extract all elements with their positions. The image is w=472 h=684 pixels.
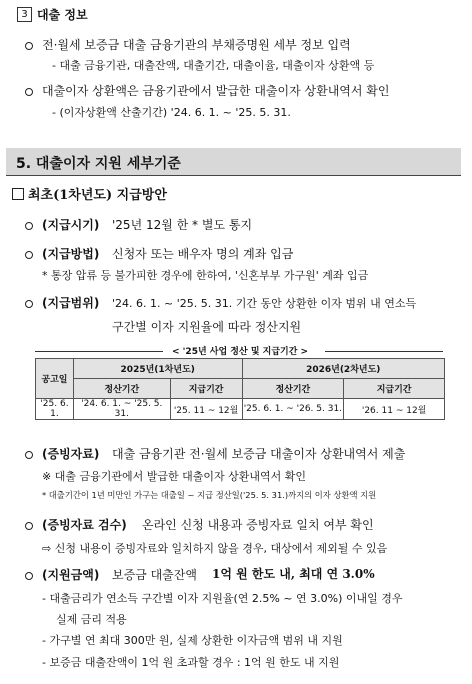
section-number-box: 3 xyxy=(17,7,32,22)
scope-label: (지급범위) xyxy=(42,296,100,310)
cell-notice-date: '25. 6. 1. xyxy=(36,399,74,420)
header-pay-period: 지급기간 xyxy=(170,379,242,399)
method-text: 신청자 또는 배우자 명의 계좌 입금 xyxy=(112,247,294,261)
bullet-circle xyxy=(25,88,33,96)
amount-sub2: - 가구별 연 최대 300만 원, 실제 상환한 이자금액 범위 내 지원 xyxy=(42,634,343,647)
review-label: (증빙자료 검수) xyxy=(42,518,127,532)
divider xyxy=(325,351,443,352)
payment-schedule-table xyxy=(35,358,445,420)
timing-text: '25년 12월 한 * 별도 통지 xyxy=(112,218,253,232)
loan-info-item2-sub: - (이자상환액 산출기간) '24. 6. 1. ~ '25. 5. 31. xyxy=(52,106,291,119)
section5-title: 5. 대출이자 지원 세부기준 xyxy=(16,156,181,172)
bullet-circle xyxy=(25,251,33,259)
table-row xyxy=(36,399,445,420)
amount-sub1a: - 대출금리가 연소득 구간별 이자 지원율(연 2.5% ~ 연 3.0%) 이내일 경우 xyxy=(42,592,403,605)
header-settle-period: 정산기간 xyxy=(73,379,170,399)
table-title-row xyxy=(35,344,443,358)
scope-text1: '24. 6. 1. ~ '25. 5. 31. 기간 동안 상환한 이자 범위 내 연소득 xyxy=(112,297,417,310)
amount-sub1b: 실제 금리 적용 xyxy=(56,613,127,626)
review-note: ⇨ 신청 내용이 증빙자료와 일치하지 않을 경우, 대상에서 제외될 수 있음 xyxy=(42,542,388,555)
method-note: * 통장 압류 등 불가피한 경우에 한하여, '신혼부부 가구원' 계좌 입금 xyxy=(42,269,369,282)
proof-label: (증빙자료) xyxy=(42,447,100,461)
amount-label: (지원금액) xyxy=(42,568,100,582)
bullet-circle xyxy=(25,42,33,50)
scope-text2: 구간별 이자 지원율에 따라 정산지원 xyxy=(112,320,302,334)
timing-label: (지급시기) xyxy=(42,218,100,232)
proof-text: 대출 금융기관 전·월세 보증금 대출이자 상환내역서 제출 xyxy=(112,447,406,461)
cell-y1-settle: '24. 6. 1. ~ '25. 5. 31. xyxy=(73,399,170,420)
header-year2: 2026년(2차년도) xyxy=(242,359,445,379)
table-title: < '25년 사업 정산 및 지급기간 > xyxy=(172,347,309,357)
divider xyxy=(35,351,163,352)
bullet-square xyxy=(12,188,24,200)
header-notice-date: 공고일 xyxy=(36,359,74,399)
amount-text-b: 1억 원 한도 내, 최대 연 3.0% xyxy=(212,567,375,581)
method-label: (지급방법) xyxy=(42,247,100,261)
loan-info-item1-sub: - 대출 금융기관, 대출잔액, 대출기간, 대출이율, 대출이자 상환액 등 xyxy=(52,59,375,72)
loan-info-item2: 대출이자 상환액은 금융기관에서 발급한 대출이자 상환내역서 확인 xyxy=(42,84,390,98)
proof-note1: ※ 대출 금융기관에서 발급한 대출이자 상환내역서 확인 xyxy=(42,470,306,483)
loan-info-title: 대출 정보 xyxy=(37,8,88,22)
bullet-circle xyxy=(25,451,33,459)
proof-note2: * 대출기간이 1년 미만인 가구는 대출일 ~ 지급 정산일('25. 5. 31.)까지의 이자 상환액 지원 xyxy=(42,490,377,500)
review-text: 온라인 신청 내용과 증빙자료 일치 여부 확인 xyxy=(142,518,374,532)
amount-text-a: 보증금 대출잔액 xyxy=(112,568,197,582)
header-settle-period: 정산기간 xyxy=(242,379,344,399)
cell-y2-settle: '25. 6. 1. ~ '26. 5. 31. xyxy=(242,399,344,420)
bullet-circle xyxy=(25,572,33,580)
bullet-circle xyxy=(25,222,33,230)
bullet-circle xyxy=(25,522,33,530)
section5-subhead: 최초(1차년도) 지급방안 xyxy=(28,188,167,203)
cell-y1-pay: '25. 11 ~ 12월 xyxy=(170,399,242,420)
bullet-circle xyxy=(25,300,33,308)
loan-info-item1: 전·월세 보증금 대출 금융기관의 부채증명원 세부 정보 입력 xyxy=(42,38,351,52)
header-year1: 2025년(1차년도) xyxy=(73,359,242,379)
amount-sub3: - 보증금 대출잔액이 1억 원 초과할 경우 : 1억 원 한도 내 지원 xyxy=(42,656,340,669)
cell-y2-pay: '26. 11 ~ 12월 xyxy=(344,399,445,420)
header-pay-period: 지급기간 xyxy=(344,379,445,399)
